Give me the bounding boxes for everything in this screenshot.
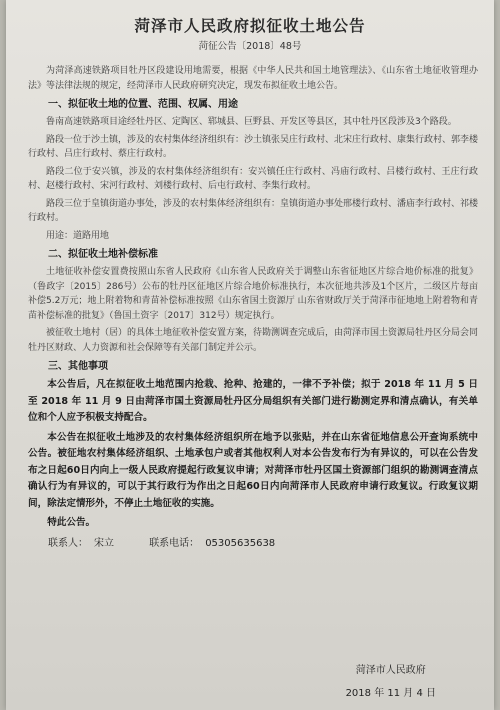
section-2-paragraph-2: 被征收土地村（居）的具体土地征收补偿安置方案，待勘测调查完成后，由菏泽市国土资源局牡丹区分局会同牡丹区财政、人力资源和社会保障等有关部门制定并公示。 (28, 328, 479, 353)
section-3-heading: 三、其他事项 (48, 361, 108, 372)
section-1-paragraph-3: 路段二位于安兴镇，涉及的农村集体经济组织有：安兴镇任庄行政村、冯庙行政村、吕楼行政村、王庄行政村、赵楼行政村、宋河行政村、刘楼行政村、后屯行政村、李集行政村。 (28, 166, 478, 191)
signature-block (346, 661, 436, 707)
intro-paragraph: 为菏泽高速铁路项目牡丹区段建设用地需要，根据《中华人民共和国土地管理法》、《山东省土地征收管理办法》等法律法规的规定，经菏泽市人民政府研究决定，现发布拟征收土地公告。 (28, 66, 478, 91)
section-1-heading: 一、拟征收土地的位置、范围、权属、用途 (48, 99, 238, 110)
section-1-usage: 用途：道路用地 (46, 230, 110, 241)
section-3-paragraph-1: 本公告后，凡在拟征收土地范围内抢栽、抢种、抢建的，一律不予补偿；拟于 2018 年 11 月 5 日至 2018 年 11 月 9 日由菏泽市国土资源局牡丹区分局组织有关部门进行勘测定界和清点确认，有关单位和个人应予积极支持配合。 (28, 379, 478, 423)
section-2-paragraph-1: 土地征收补偿安置费按照山东省人民政府《山东省人民政府关于调整山东省征地区片综合地价标准的批复》（鲁政字〔2015〕286号）公布的牡丹区征地区片综合地价标准执行，本次征地共涉及1个区片，二级区片每亩补偿5.2万元；地上附着物和青苗补偿标准按照《山东省国土资源厅 山东省财政厅关于菏泽市征地地上附着物和青苗补偿标准的批复》（鲁国土资字〔2017〕312号）规定执行。 (28, 267, 478, 321)
document-body (28, 64, 478, 551)
section-3-paragraph-2: 本公告在拟征收土地涉及的农村集体经济组织所在地予以张贴，并在山东省征地信息公开查询系统中公告。被征地农村集体经济组织、土地承包户或者其他权利人对本公告发布行为有异议的，可以在公告发布之日起60日内向上一级人民政府提起行政复议申请；对菏泽市牡丹区国土资源部门组织的勘测调查清点确认行为有异议的，可以于其行政行为作出之日起60日内向菏泽市人民政府申请行政复议。行政复议期间，除法定情形外，不停止土地征收的实施。 (28, 431, 478, 509)
section-3-closing: 特此公告。 (47, 517, 96, 528)
contact-name: 宋立 (94, 537, 114, 549)
phone-label: 联系电话： (149, 537, 200, 549)
section-1-paragraph-1: 鲁南高速铁路项目途经牡丹区、定陶区、郓城县、巨野县、开发区等县区，其中牡丹区段涉及3个路段。 (46, 117, 457, 127)
section-1-paragraph-2: 路段一位于沙土镇，涉及的农村集体经济组织有：沙土镇张吴庄行政村、北宋庄行政村、康集行政村、郭李楼行政村、吕庄行政村、蔡庄行政村。 (28, 134, 479, 159)
document-number: 菏征公告〔2018〕48号 (198, 41, 302, 52)
issue-date: 2018 年 11 月 4 日 (345, 688, 436, 699)
section-2-heading: 二、拟征收土地补偿标准 (48, 249, 158, 260)
issuing-organization: 菏泽市人民政府 (355, 665, 426, 676)
document-page (6, 0, 494, 710)
contact-line (28, 536, 478, 551)
phone-number: 05305635638 (205, 537, 276, 549)
section-1-paragraph-4: 路段三位于皇镇街道办事处，涉及的农村集体经济组织有：皇镇街道办事处邢楼行政村、潘庙李行政村、祁楼行政村。 (28, 198, 479, 223)
contact-label: 联系人： (48, 537, 88, 549)
page-title: 菏泽市人民政府拟征收土地公告 (134, 16, 366, 35)
